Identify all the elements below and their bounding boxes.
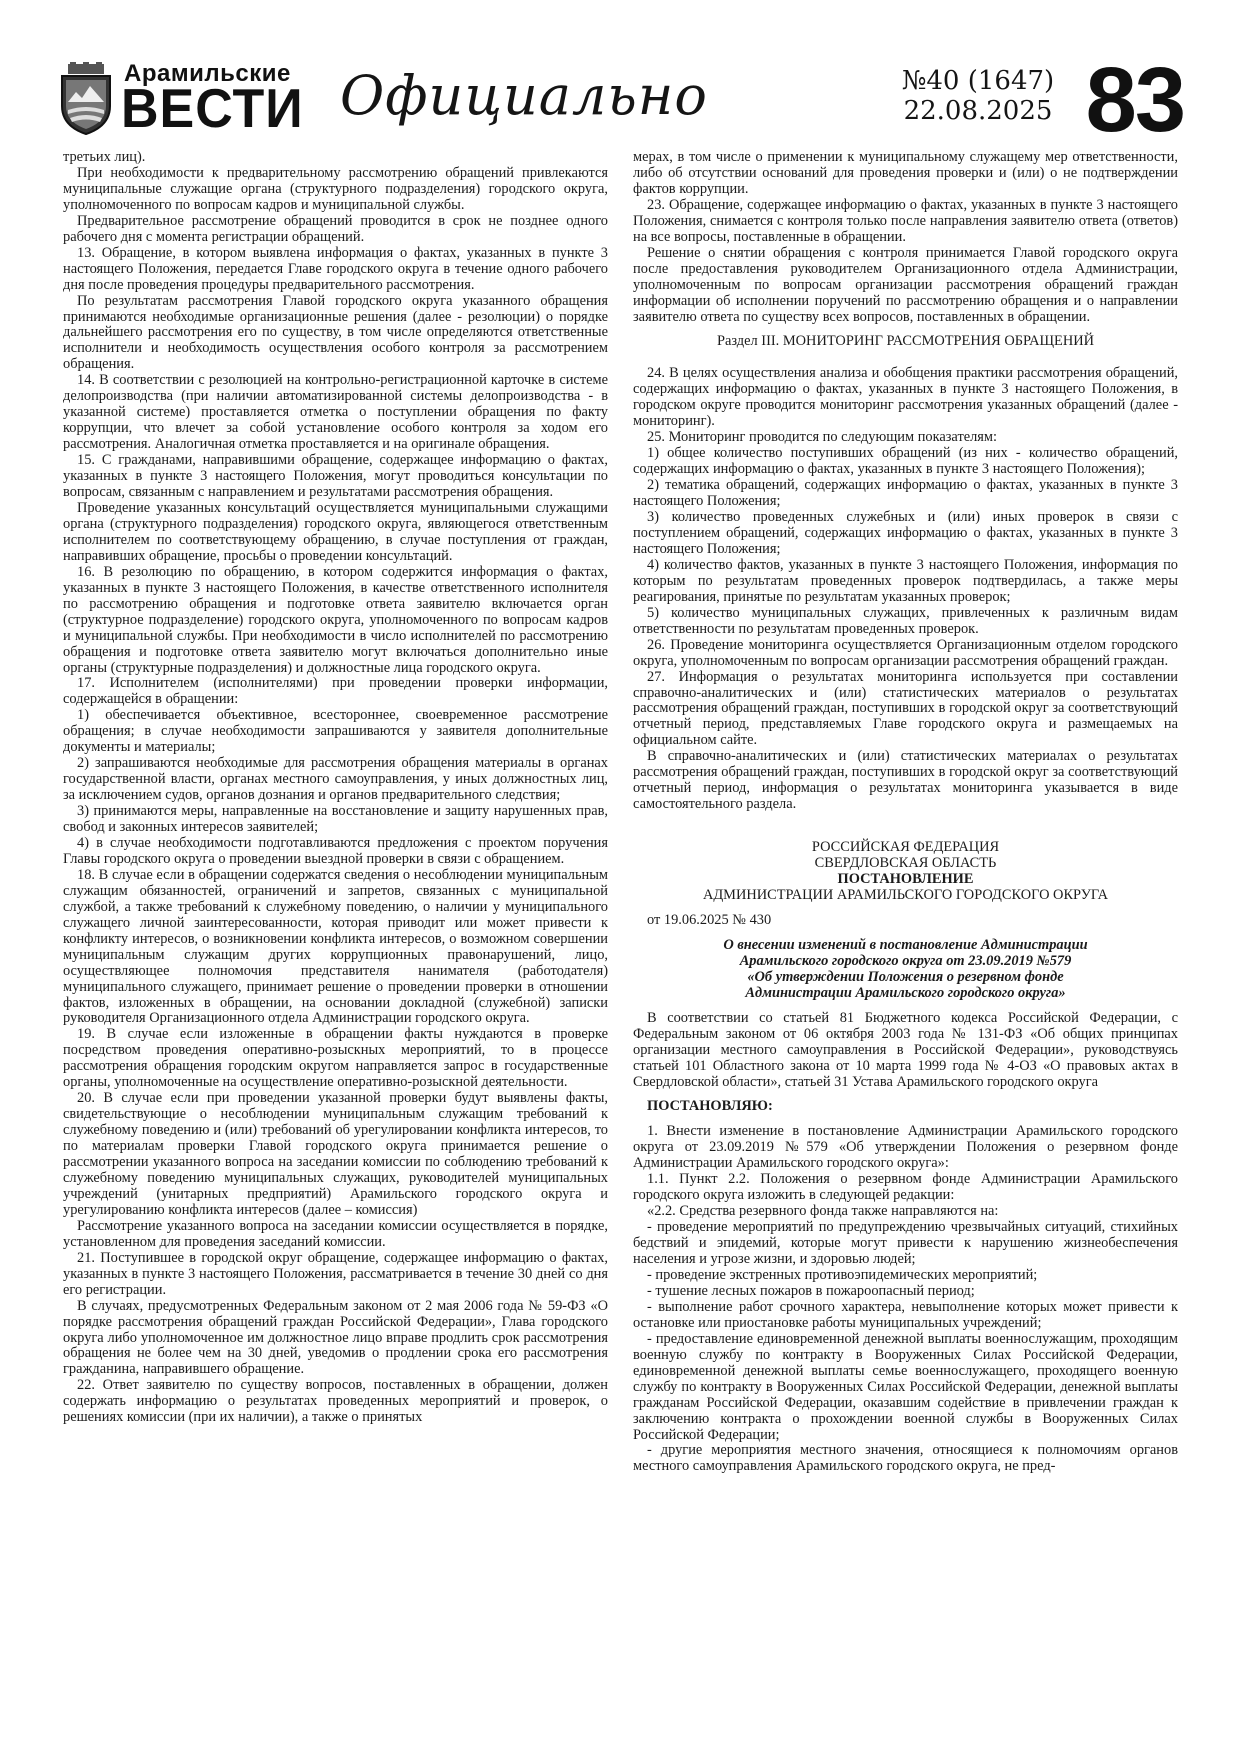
paragraph: - проведение мероприятий по предупреждению чрезвычайных ситуаций, стихийных бедствий и эпидемий, которые могут привести к нарушению жизнеобеспечения населения и угрозе жизни, и здоровью людей; [633,1219,1178,1268]
paragraph: 5) количество муниципальных служащих, привлеченных к различным видам ответственности по результатам проведенных проверок. [633,604,1178,637]
masthead [58,49,1184,151]
decree-title-line: Арамильского городского округа от 23.09.2019 №579 [739,952,1072,969]
paragraph: 1. Внести изменение в постановление Администрации Арамильского городского округа от 23.09.2019 №579 «Об утверждении Положения о резервном фонде Администрации Арамильского городского округа»: [633,1123,1178,1172]
issue-date: 22.08.2025 [903,96,1053,126]
paragraph: - другие мероприятия местного значения, относящиеся к полномочиям органов местного самоуправления Арамильского городского округа, не пред- [633,1442,1178,1475]
paragraph: 20. В случае если при проведении указанной проверки будут выявлены факты, свидетельствующие о несоблюдении муниципальным служащим требований к служебному поведению и (или) требований об урегулировании конфликта интересов, то по материалам проверки Главой городского округа принимается решение о рассмотрении указанного вопроса на заседании комиссии по соблюдению требований к служебному поведению муниципальных служащих, руководителей муниципальных учреждений (унитарных предприятий) Арамильского городского округа и урегулированию конфликта интересов (далее – комиссия) [63,1090,608,1218]
paragraph: Предварительное рассмотрение обращений проводится в срок не позднее одного рабочего дня с момента регистрации обращений. [63,212,608,245]
paragraph: 26. Проведение мониторинга осуществляется Организационным отделом городского округа, уполномоченным по вопросам организации рассмотрения обращений граждан. [633,636,1178,669]
paragraph: - проведение экстренных противоэпидемических мероприятий; [647,1267,1038,1283]
paragraph: «2.2. Средства резервного фонда также направляются на: [647,1203,999,1220]
decree-resolve: ПОСТАНОВЛЯЮ: [647,1098,773,1115]
paragraph: 21. Поступившее в городской округ обращение, содержащее информацию о фактах, указанных в пункте 3 настоящего Положения, рассматривается в течение 30 дней со дня его регистрации. [63,1249,608,1298]
paragraph: - выполнение работ срочного характера, невыполнение которых может привести к остановке или приостановке работы муниципальных учреждений; [633,1298,1178,1331]
paragraph: 17. Исполнителем (исполнителями) при проведении проверки информации, содержащейся в обращении: [63,675,608,708]
paragraph: 1) общее количество поступивших обращений (из них - количество обращений, содержащих информацию о фактах, указанных в пункте 3 настоящего Положения); [633,445,1178,478]
paragraph: 1) обеспечивается объективное, всестороннее, своевременное рассмотрение обращения; в случае необходимости запрашиваются у заявителя дополнительные документы и материалы; [63,707,608,756]
page-number: 83 [1085,49,1184,151]
paragraph: 14. В соответствии с резолюцией на контрольно-регистрационной карточке в системе делопроизводства (при наличии автоматизированной системы делопроизводства - в указанной системе) проставляется отметка о поступлении обращения по факту коррупции, что влечет за собой установление особого контроля за ходом его рассмотрения. Аналогичная отметка проставляется и на оригинале обращения. [63,372,608,453]
decree-title-line: О внесении изменений в постановление Администрации [723,936,1088,953]
paragraph: 16. В резолюцию по обращению, в котором содержится информация о фактах, указанных в пункте 3 настоящего Положения, в качестве ответственного исполнителя по рассмотрению обращения и подготовке ответа заявителю включается орган (структурное подразделение) городского округа, уполномоченного по вопросам кадров и муниципальной службы. При необходимости в число исполнителей по рассмотрению обращения и подготовке ответа заявителю могут включаться дополнительно иные органы (структурные подразделения) и должностные лица городского округа. [63,563,608,676]
paragraph: В справочно-аналитических и (или) статистических материалах о результатах рассмотрения обращений граждан, поступивших в городской округ за соответствующий отчетный период, информация о результатах мониторинга указывается в виде самостоятельного раздела. [633,748,1178,813]
newspaper-logo[interactable] [58,58,304,144]
paragraph: 23. Обращение, содержащее информацию о фактах, указанных в пункте 3 настоящего Положения, снимается с контроля только после направления заявителю ответа (ответов) на все вопросы, поставленные в обращении. [633,196,1178,245]
brand-top: Арамильские [124,60,291,87]
paragraph: 1.1. Пункт 2.2. Положения о резервном фонде Администрации Арамильского городского округа изложить в следующей редакции: [633,1171,1178,1204]
decree-title-line: Администрации Арамильского городского округа» [745,984,1066,1001]
paragraph: 22. Ответ заявителю по существу вопросов, поставленных в обращении, должен содержать информацию о результатах проведенных мероприятий и проверок, о решениях комиссии (при их наличии), а также о принятых [63,1377,608,1426]
issue-info [878,66,1078,126]
paragraph: 4) в случае необходимости подготавливаются предложения с проектом поручения Главы городского округа о проведении выездной проверки в связи с обращением. [63,834,608,867]
decree-region: СВЕРДЛОВСКАЯ ОБЛАСТЬ [814,855,997,872]
paragraph: Решение о снятии обращения с контроля принимается Главой городского округа после предоставления руководителем Организационного отдела Администрации, уполномоченным по вопросам организации рассмотрения обращений граждан информации об исполнении поручений по рассмотрению обращения и о направлении заявителю ответа по существу всех вопросов, поставленных в обращении. [633,244,1178,325]
paragraph: 3) принимаются меры, направленные на восстановление и защиту нарушенных прав, свобод и законных интересов заявителей; [63,803,608,836]
section-title: Официально [340,64,708,127]
paragraph: 15. С гражданами, направившими обращение, содержащее информацию о фактах, указанных в пункте 3 настоящего Положения, могут проводиться консультации по вопросам, связанным с направлением и результатами рассмотрения обращения. [63,452,608,501]
decree-date: от 19.06.2025 № 430 [647,911,772,928]
paragraph: В случаях, предусмотренных Федеральным законом от 2 мая 2006 года № 59-ФЗ «О порядке рассмотрения обращений граждан Российской Федерации», Глава городского округа либо уполномоченное им должностное лицо вправе продлить срок рассмотрения обращения не более чем на 30 дней, уведомив о продлении срока его рассмотрения гражданина, направившего обращение. [63,1297,608,1378]
paragraph: 2) тематика обращений, содержащих информацию о фактах, указанных в пункте 3 настоящего Положения; [633,477,1178,510]
paragraph: 18. В случае если в обращении содержатся сведения о несоблюдении муниципальным служащим обязанностей, ограничений и запретов, связанных с муниципальной службой, а также требований к служебному поведению, о наличии у муниципального служащего личной заинтересованности, которая приводит или может привести к конфликту интересов, о возникновении конфликта интересов, о возможном совершении муниципальным служащим других коррупционных правонарушений, лицо, осуществляющее полномочия представителя нанимателя (работодателя) муниципального служащего, принимает решение о проведении проверки в отношении фактов, изложенных в обращении, на основании докладной (служебной) записки руководителя Организационного отдела Администрации городского округа. [63,866,608,1027]
paragraph: 24. В целях осуществления анализа и обобщения практики рассмотрения обращений, содержащих информацию о фактах, указанных в пункте 3 настоящего Положения, в городском округе проводится мониторинг рассмотрения указанных обращений (далее - мониторинг). [633,365,1178,430]
paragraph: 4) количество фактов, указанных в пункте 3 настоящего Положения, информация по которым по результатам проведенных проверок подтвердилась, а также меры реагирования, принятые по результатам указанных проверок; [633,556,1178,605]
issue-number: №40 (1647) [901,66,1055,96]
city-crest-icon [58,62,114,136]
paragraph: 19. В случае если изложенные в обращении факты нуждаются в проверке посредством проведения оперативно-розыскных мероприятий, то в процессе рассмотрения обращения городским округом направляется запрос в государственные органы, уполномоченные на осуществление оперативно-розыскной деятельности. [63,1026,608,1091]
decree-title-line: «Об утверждении Положения о резервном фонде [747,968,1064,985]
paragraph: - тушение лесных пожаров в пожароопасный период; [647,1282,975,1299]
decree-country: РОССИЙСКАЯ ФЕДЕРАЦИЯ [811,839,1000,856]
paragraph: 2) запрашиваются необходимые для рассмотрения обращения материалы в органах государственной власти, органах местного самоуправления, у иных должностных лиц, за исключением судов, органов дознания и органов предварительного следствия; [63,755,608,804]
paragraph: 25. Мониторинг проводится по следующим показателям: [647,429,998,446]
paragraph: 13. Обращение, в котором выявлена информация о фактах, указанных в пункте 3 настоящего Положения, передается Главе городского округа в течение одного рабочего дня после проведения процедуры предварительного рассмотрения. [63,244,608,293]
paragraph: По результатам рассмотрения Главой городского округа указанного обращения принимаются необходимые организационные решения (далее - резолюции) о порядке дальнейшего рассмотрения его по существу, в том числе определяются ответственные исполнители и необходимость осуществления особого контроля за рассмотрением обращения. [63,292,608,373]
left-column [63,150,608,1426]
decree-preamble: В соответствии со статьей 81 Бюджетного кодекса Российской Федерации, с Федеральным законом от 06 октября 2003 года № 131-ФЗ «Об общих принципах организации местного самоуправления в Российской Федерации», руководствуясь статьей 101 Областного закона от 10 марта 1999 года № 4-ОЗ «О правовых актах в Свердловской области», статьей 31 Устава Арамильского городского округа [633,1009,1178,1090]
section-heading: Раздел III. МОНИТОРИНГ РАССМОТРЕНИЯ ОБРАЩЕНИЙ [716,333,1095,350]
paragraph: Проведение указанных консультаций осуществляется муниципальными служащими органа (структурного подразделения) городского округа, являющегося ответственным исполнителем по соответствующему обращению, в случае поступления от граждан, направивших обращение, просьбы о проведении консультаций. [63,499,608,564]
right-column [633,150,1178,1475]
brand-main: ВЕСТИ [121,78,304,140]
paragraph: 3) количество проведенных служебных и (или) иных проверок в связи с поступлением обращений, содержащих информацию о фактах, указанных в пункте 3 настоящего Положения; [633,509,1178,557]
decree-type: ПОСТАНОВЛЕНИЕ [837,871,974,888]
paragraph: При необходимости к предварительному рассмотрению обращений привлекаются муниципальные служащие органа (структурного подразделения) городского округа, уполномоченного по вопросам кадров и муниципальной службы. [63,164,608,213]
paragraph: 27. Информация о результатах мониторинга используется при составлении справочно-аналитических и (или) статистических материалов о результатах рассмотрения обращений граждан, поступивших в городской округ за соответствующий отчетный период, представляемых Главе городского округа и размещаемых на официальном сайте. [633,668,1178,749]
paragraph: мерах, в том числе о применении к муниципальному служащему мер ответственности, либо об отсутствии оснований для проведения проверки и (или) о не подтверждении фактов коррупции. [633,149,1178,197]
paragraph: третьих лиц). [63,149,146,165]
paragraph: Рассмотрение указанного вопроса на заседании комиссии осуществляется в порядке, установленном для проведения заседаний комиссии. [63,1217,608,1250]
paragraph: - предоставление единовременной денежной выплаты военнослужащим, проходящим военную службу по контракту в Вооруженных Силах Российской Федерации, единовременной денежной выплаты семье военнослужащего, проходящего военную службу по контракту в Вооруженных Силах Российской Федерации, денежной выплаты гражданам Российской Федерации, оказавшим содействие в привлечении граждан к заключению контракта о прохождении военной службы в Вооруженных Силах Российской Федерации; [633,1330,1178,1443]
decree-authority: АДМИНИСТРАЦИИ АРАМИЛЬСКОГО ГОРОДСКОГО ОКРУГА [702,886,1109,903]
